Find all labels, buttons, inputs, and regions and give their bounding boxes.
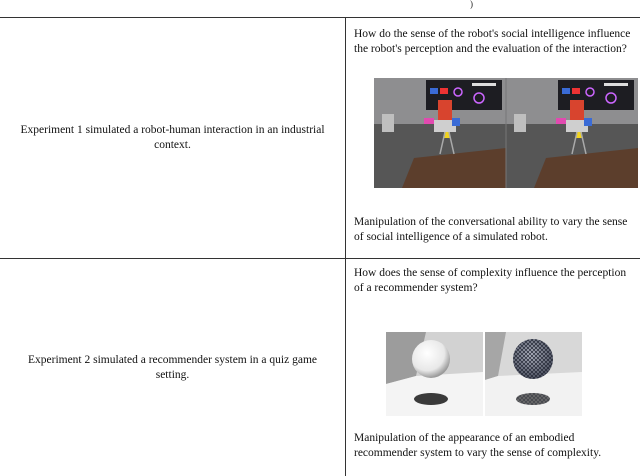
experiment-2-question: How does the sense of complexity influence the perception of a recommender system? [354, 267, 627, 294]
robot-vr-scene-icon [374, 78, 638, 188]
header-mark: ) [470, 0, 473, 9]
experiment-1-question: How do the sense of the robot's social intelligence influence the robot's perception and the evaluation of the interaction? [354, 28, 631, 55]
sphere-comparison-icon [386, 332, 582, 416]
sphere-comparison-image [386, 332, 582, 416]
experiment-1-manipulation: Manipulation of the conversational ability to vary the sense of social intelligence of a simulated robot. [354, 216, 628, 243]
experiment-2-description: Experiment 2 simulated a recommender system in a quiz game setting. [27, 353, 317, 381]
robot-vr-scene-image [374, 78, 638, 188]
experiment-2-manipulation: Manipulation of the appearance of an embodied recommender system to vary the sense of complexity. [354, 432, 602, 459]
experiment-1-description: Experiment 1 simulated a robot-human interaction in an industrial context. [20, 124, 325, 151]
column-divider [345, 17, 346, 476]
